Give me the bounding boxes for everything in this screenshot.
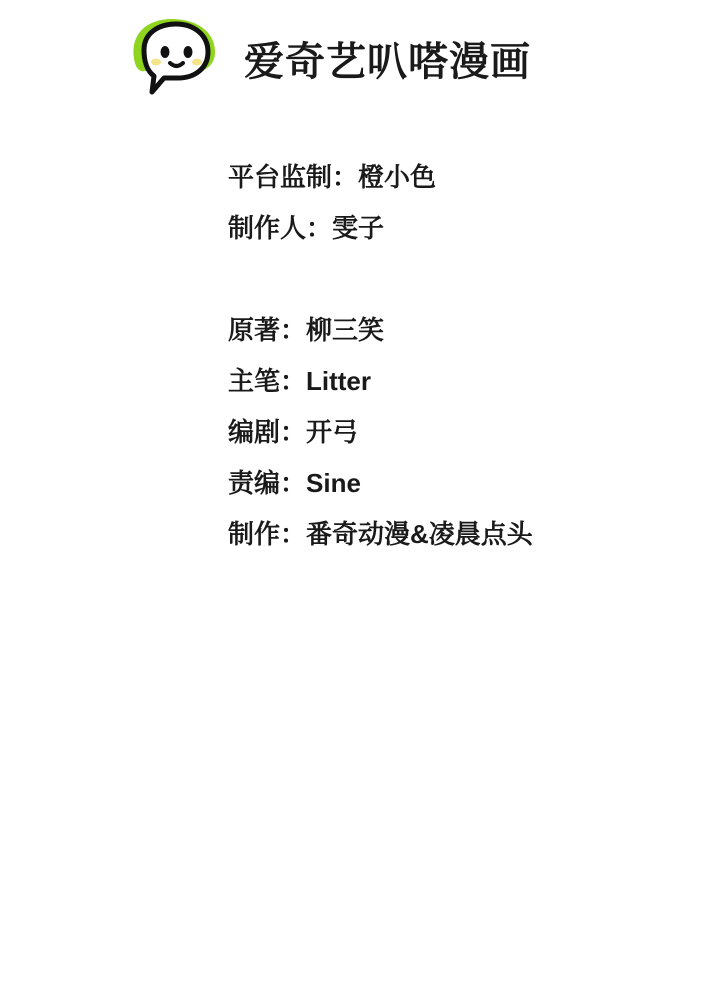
credits-block [228,152,688,560]
credit-line: 制作人：雯子 [228,213,385,243]
brand-title: 爱奇艺叭嗒漫画 [244,40,531,84]
credit-line: 编剧：开弓 [228,417,359,447]
credit-line: 原著：柳三笑 [228,315,385,345]
credit-line: 平台监制：橙小色 [228,162,437,192]
credit-line: 主笔：Litter [228,366,372,396]
page-header [116,14,531,110]
credit-line: 制作：番奇动漫&凌晨点头 [228,519,533,549]
credits-spacer [228,254,688,305]
credit-line: 责编：Sine [228,468,361,498]
qidashi-comic-mascot-logo-icon [116,16,226,108]
